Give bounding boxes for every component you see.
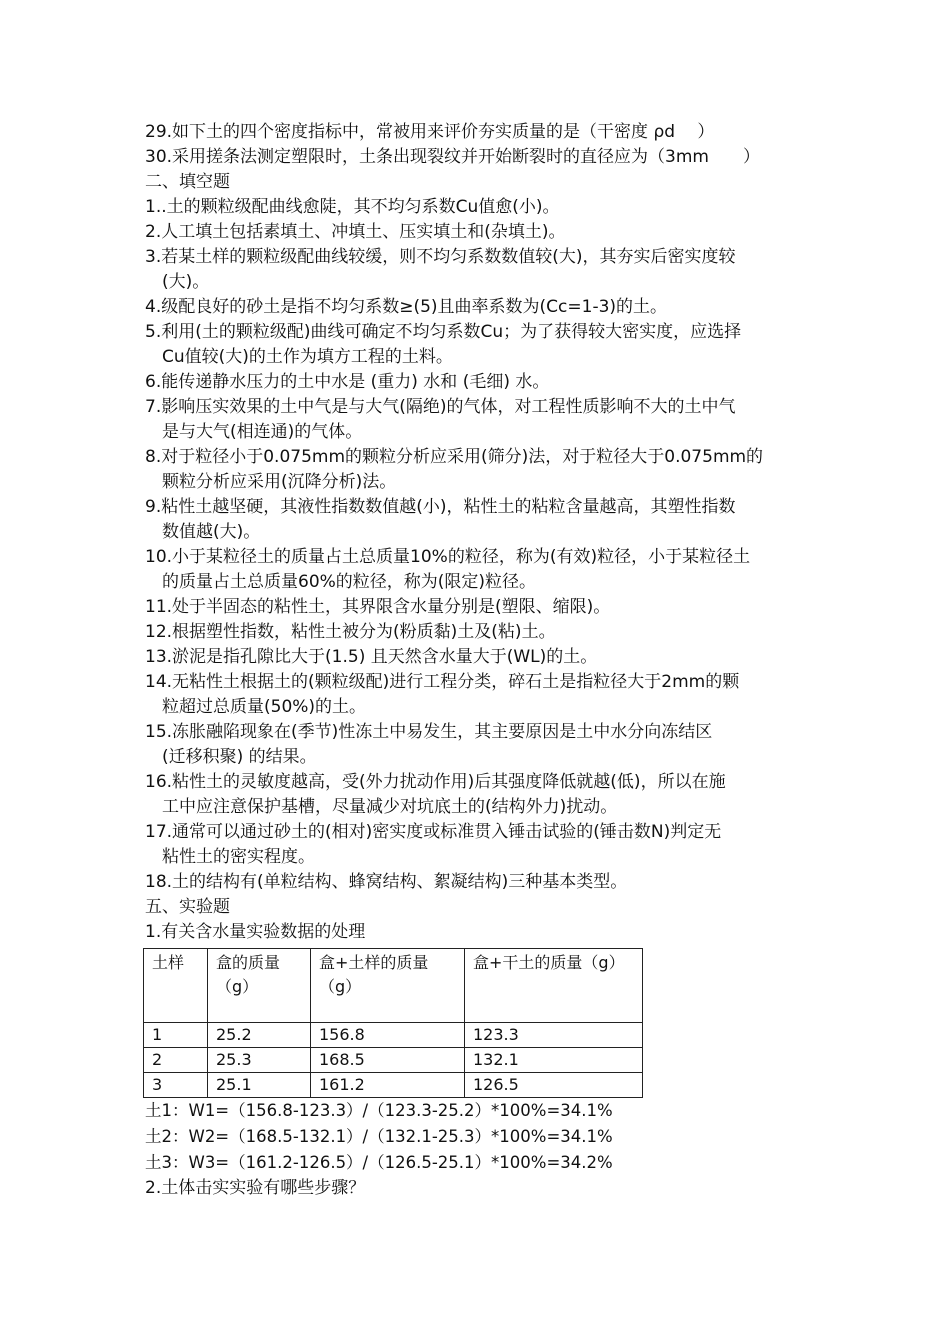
fill-item-continuation: 的质量占土总质量60%的粒径，称为(限定)粒径。 [162, 572, 537, 592]
table-cell: 123.3 [465, 1023, 643, 1048]
table-cell: 132.1 [465, 1048, 643, 1073]
fill-item [145, 370, 815, 395]
fill-item [145, 220, 815, 245]
fill-item-line: 3.若某土样的颗粒级配曲线较缓，则不均匀系数数值较(大)，其夯实后密实度较 [145, 247, 736, 267]
fill-item-line: 12.根据塑性指数，粘性土被分为(粉质黏)土及(粘)土。 [145, 622, 556, 642]
table-row [144, 1048, 643, 1073]
fill-item-line: 4.级配良好的砂土是指不均匀系数≥(5)且曲率系数为(Cc=1-3)的土。 [145, 297, 668, 317]
fill-item-line: 13.淤泥是指孔隙比大于(1.5) 且天然含水量大于(WL)的土。 [145, 647, 598, 667]
fill-item-continuation: Cu值较(大)的土作为填方工程的土料。 [162, 347, 453, 367]
fill-item-line: 17.通常可以通过砂土的(相对)密实度或标准贯入锤击试验的(锤击数N)判定无 [145, 822, 722, 842]
fill-item-line: 14.无粘性土根据土的(颗粒级配)进行工程分类，碎石土是指粒径大于2mm的颗 [145, 672, 740, 692]
formula-line: 土1：W1=（156.8-123.3）/（123.3-25.2）*100%=34.1% [145, 1101, 613, 1120]
table-cell: 3 [144, 1073, 208, 1098]
fill-item-line: 2.人工填土包括素填土、冲填土、压实填土和(杂填土)。 [145, 222, 566, 242]
fill-item-continuation: 粘性土的密实程度。 [162, 847, 315, 867]
fill-item [145, 320, 815, 370]
table-cell: 168.5 [311, 1048, 465, 1073]
table-header-row [144, 949, 643, 1023]
table-cell: 25.3 [208, 1048, 311, 1073]
fill-item [145, 720, 815, 770]
table-header-cell: 盒+土样的质量（g） [311, 949, 465, 1023]
fill-item-line: 7.影响压实效果的土中气是与大气(隔绝)的气体，对工程性质影响不大的土中气 [145, 397, 736, 417]
fill-item [145, 620, 815, 645]
fill-item [145, 545, 815, 595]
experiment-q1-title: 1.有关含水量实验数据的处理 [145, 922, 366, 942]
fill-item [145, 245, 815, 295]
formula-line: 土3：W3=（161.2-126.5）/（126.5-25.1）*100%=34.2% [145, 1153, 613, 1172]
fill-item-line: 8.对于粒径小于0.075mm的颗粒分析应采用(筛分)法，对于粒径大于0.075mm的 [145, 447, 764, 467]
table-row [144, 1073, 643, 1098]
question-30: 30.采用搓条法测定塑限时，土条出现裂纹并开始断裂时的直径应为（3mm ） [145, 147, 760, 167]
fill-item [145, 295, 815, 320]
fill-in-list [145, 195, 815, 895]
fill-item-line: 9.粘性土越坚硬，其液性指数数值越(小)，粘性土的粘粒含量越高，其塑性指数 [145, 497, 736, 517]
fill-item-continuation: (迁移积聚) 的结果。 [162, 747, 317, 767]
table-row [144, 1023, 643, 1048]
table-cell: 161.2 [311, 1073, 465, 1098]
fill-item [145, 820, 815, 870]
fill-item [145, 495, 815, 545]
fill-item-line: 10.小于某粒径土的质量占土总质量10%的粒径，称为(有效)粒径，小于某粒径土 [145, 547, 751, 567]
fill-item [145, 195, 815, 220]
fill-item-line: 18.土的结构有(单粒结构、蜂窝结构、絮凝结构)三种基本类型。 [145, 872, 628, 892]
experiment-q2-title: 2.土体击实实验有哪些步骤？ [145, 1178, 366, 1198]
table-cell: 156.8 [311, 1023, 465, 1048]
fill-item [145, 395, 815, 445]
fill-item [145, 670, 815, 720]
fill-item [145, 770, 815, 820]
fill-item-continuation: 是与大气(相连通)的气体。 [162, 422, 363, 442]
fill-item-line: 5.利用(土的颗粒级配)曲线可确定不均匀系数Cu；为了获得较大密实度，应选择 [145, 322, 742, 342]
fill-item-line: 1..土的颗粒级配曲线愈陡，其不均匀系数Cu值愈(小)。 [145, 197, 560, 217]
fill-item [145, 595, 815, 620]
fill-item [145, 870, 815, 895]
fill-item-continuation: 粒超过总质量(50%)的土。 [162, 697, 367, 717]
fill-item-line: 11.处于半固态的粘性土，其界限含水量分别是(塑限、缩限)。 [145, 597, 611, 617]
fill-item-continuation: 工中应注意保护基槽，尽量减少对坑底土的(结构外力)扰动。 [162, 797, 618, 817]
table-header-cell: 土样 [144, 949, 208, 1023]
moisture-table [143, 948, 643, 1098]
table-cell: 1 [144, 1023, 208, 1048]
table-cell: 126.5 [465, 1073, 643, 1098]
table-header-cell: 盒的质量（g） [208, 949, 311, 1023]
table-cell: 25.2 [208, 1023, 311, 1048]
fill-item-line: 15.冻胀融陷现象在(季节)性冻土中易发生，其主要原因是土中水分向冻结区 [145, 722, 713, 742]
section-experiment-title: 五、实验题 [145, 897, 230, 917]
question-29: 29.如下土的四个密度指标中，常被用来评价夯实质量的是（干密度 ρd ） [145, 122, 715, 142]
formula-line: 土2：W2=（168.5-132.1）/（132.1-25.3）*100%=34.1% [145, 1127, 613, 1146]
document-page [145, 120, 815, 1201]
table-cell: 2 [144, 1048, 208, 1073]
fill-item [145, 645, 815, 670]
fill-item-line: 6.能传递静水压力的土中水是 (重力) 水和 (毛细) 水。 [145, 372, 550, 392]
table-header-cell: 盒+干土的质量（g） [465, 949, 643, 1023]
table-cell: 25.1 [208, 1073, 311, 1098]
section-fill-title: 二、填空题 [145, 172, 230, 192]
fill-item [145, 445, 815, 495]
fill-item-continuation: 数值越(大)。 [162, 522, 261, 542]
fill-item-continuation: 颗粒分析应采用(沉降分析)法。 [162, 472, 397, 492]
fill-item-line: 16.粘性土的灵敏度越高，受(外力扰动作用)后其强度降低就越(低)，所以在施 [145, 772, 726, 792]
fill-item-continuation: (大)。 [162, 272, 210, 292]
